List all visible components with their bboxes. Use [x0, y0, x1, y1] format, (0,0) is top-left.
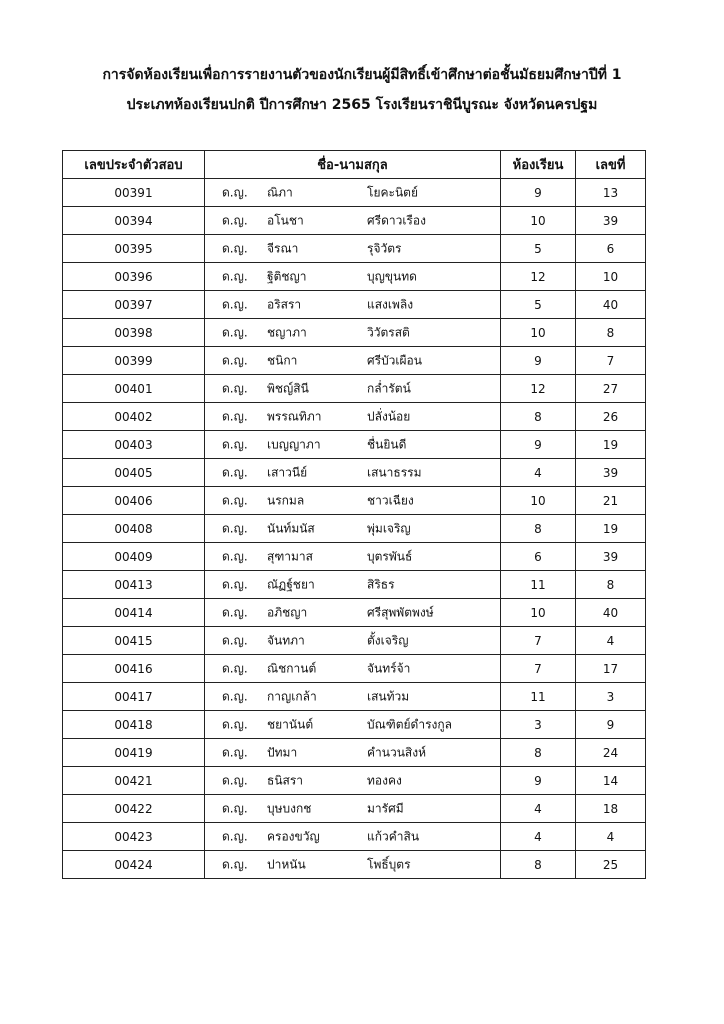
last-name: มารัศมี — [367, 801, 404, 815]
column-header-exam-id: เลขประจำตัวสอบ — [63, 151, 205, 179]
name-prefix: ด.ญ. — [222, 801, 248, 815]
name-prefix: ด.ญ. — [222, 717, 248, 731]
last-name: จันทร์จ้า — [367, 661, 411, 675]
table-row — [63, 795, 646, 823]
table-row — [63, 851, 646, 879]
last-name: ปลั่งน้อย — [367, 409, 411, 423]
last-name: บุตรพันธ์ — [367, 549, 413, 563]
exam-id-cell: 00403 — [63, 431, 205, 459]
number-cell: 40 — [576, 291, 646, 319]
room-cell: 10 — [501, 599, 576, 627]
name-prefix: ด.ญ. — [222, 745, 248, 759]
room-cell: 12 — [501, 375, 576, 403]
document-subtitle: ประเภทห้องเรียนปกติ ปีการศึกษา 2565 โรงเรียนราชินีบูรณะ จังหวัดนครปฐม — [126, 97, 598, 113]
name-cell — [205, 683, 501, 711]
name-prefix: ด.ญ. — [222, 325, 248, 339]
first-name: จันทภา — [267, 633, 305, 647]
name-cell — [205, 823, 501, 851]
number-cell: 39 — [576, 459, 646, 487]
table-row — [63, 599, 646, 627]
last-name: รุจิวัตร — [367, 241, 402, 255]
number-cell: 25 — [576, 851, 646, 879]
number-cell: 39 — [576, 207, 646, 235]
exam-id-cell: 00398 — [63, 319, 205, 347]
name-cell — [205, 487, 501, 515]
name-cell — [205, 599, 501, 627]
first-name: ชญาภา — [267, 325, 307, 339]
number-cell: 19 — [576, 431, 646, 459]
table-row — [63, 683, 646, 711]
exam-id-cell: 00399 — [63, 347, 205, 375]
room-cell: 11 — [501, 683, 576, 711]
name-prefix: ด.ญ. — [222, 521, 248, 535]
name-cell — [205, 795, 501, 823]
name-prefix: ด.ญ. — [222, 633, 248, 647]
name-prefix: ด.ญ. — [222, 437, 248, 451]
last-name: กล่ำรัตน์ — [367, 381, 411, 395]
first-name: ปาหนัน — [267, 857, 306, 871]
first-name: นรกมล — [267, 493, 305, 507]
room-cell: 11 — [501, 571, 576, 599]
name-prefix: ด.ญ. — [222, 269, 248, 283]
number-cell: 13 — [576, 179, 646, 207]
name-prefix: ด.ญ. — [222, 297, 248, 311]
last-name: พุ่มเจริญ — [367, 521, 411, 535]
name-prefix: ด.ญ. — [222, 493, 248, 507]
name-cell — [205, 711, 501, 739]
table-row — [63, 627, 646, 655]
exam-id-cell: 00397 — [63, 291, 205, 319]
last-name: วิวัตรสติ — [367, 325, 410, 339]
name-prefix: ด.ญ. — [222, 577, 248, 591]
last-name: ทองคง — [367, 773, 402, 787]
table-row — [63, 487, 646, 515]
name-cell — [205, 235, 501, 263]
number-cell: 6 — [576, 235, 646, 263]
name-prefix: ด.ญ. — [222, 689, 248, 703]
first-name: พิชญ์สินี — [267, 381, 309, 395]
document-title: การจัดห้องเรียนเพื่อการรายงานตัวของนักเรียนผู้มีสิทธิ์เข้าศึกษาต่อชั้นมัธยมศึกษาปีที่ 1 — [102, 67, 622, 83]
room-cell: 3 — [501, 711, 576, 739]
exam-id-cell: 00421 — [63, 767, 205, 795]
name-cell — [205, 431, 501, 459]
first-name: อโนชา — [267, 213, 304, 227]
name-prefix: ด.ญ. — [222, 381, 248, 395]
last-name: ศรีบัวเผือน — [367, 353, 422, 367]
table-row — [63, 711, 646, 739]
name-cell — [205, 263, 501, 291]
exam-id-cell: 00413 — [63, 571, 205, 599]
exam-id-cell: 00417 — [63, 683, 205, 711]
number-cell: 40 — [576, 599, 646, 627]
last-name: สิริธร — [367, 577, 395, 591]
table-row — [63, 263, 646, 291]
room-cell: 8 — [501, 851, 576, 879]
number-cell: 4 — [576, 823, 646, 851]
room-cell: 9 — [501, 179, 576, 207]
first-name: เบญญาภา — [267, 437, 321, 451]
last-name: เสนท้วม — [367, 689, 410, 703]
exam-id-cell: 00422 — [63, 795, 205, 823]
table-row — [63, 319, 646, 347]
exam-id-cell: 00396 — [63, 263, 205, 291]
first-name: ชนิกา — [267, 353, 298, 367]
exam-id-cell: 00405 — [63, 459, 205, 487]
exam-id-cell: 00394 — [63, 207, 205, 235]
last-name: แก้วคำสิน — [367, 829, 420, 843]
table-row — [63, 739, 646, 767]
name-cell — [205, 543, 501, 571]
last-name: โพธิ์บุตร — [367, 857, 411, 871]
name-prefix: ด.ญ. — [222, 213, 248, 227]
number-cell: 39 — [576, 543, 646, 571]
exam-id-cell: 00391 — [63, 179, 205, 207]
room-cell: 8 — [501, 739, 576, 767]
last-name: แสงเพลิง — [367, 297, 414, 311]
number-cell: 8 — [576, 319, 646, 347]
last-name: บุญขุนทด — [367, 269, 417, 283]
last-name: โยคะนิตย์ — [367, 185, 418, 199]
exam-id-cell: 00408 — [63, 515, 205, 543]
name-prefix: ด.ญ. — [222, 409, 248, 423]
last-name: ตั้งเจริญ — [367, 633, 409, 647]
first-name: สุฑามาส — [267, 549, 313, 563]
first-name: ณิชกานต์ — [267, 661, 317, 675]
exam-id-cell: 00401 — [63, 375, 205, 403]
room-cell: 10 — [501, 319, 576, 347]
first-name: ครองขวัญ — [267, 829, 320, 843]
number-cell: 7 — [576, 347, 646, 375]
table-header-row — [63, 151, 646, 179]
last-name: เสนาธรรม — [367, 465, 422, 479]
student-roster-table — [62, 150, 646, 879]
table-row — [63, 431, 646, 459]
table-row — [63, 823, 646, 851]
name-prefix: ด.ญ. — [222, 241, 248, 255]
name-prefix: ด.ญ. — [222, 773, 248, 787]
name-cell — [205, 319, 501, 347]
room-cell: 5 — [501, 291, 576, 319]
exam-id-cell: 00415 — [63, 627, 205, 655]
table-row — [63, 291, 646, 319]
exam-id-cell: 00402 — [63, 403, 205, 431]
number-cell: 3 — [576, 683, 646, 711]
name-cell — [205, 207, 501, 235]
room-cell: 4 — [501, 459, 576, 487]
name-cell — [205, 655, 501, 683]
room-cell: 8 — [501, 403, 576, 431]
name-cell — [205, 291, 501, 319]
name-cell — [205, 459, 501, 487]
table-row — [63, 655, 646, 683]
number-cell: 10 — [576, 263, 646, 291]
room-cell: 7 — [501, 655, 576, 683]
table-row — [63, 767, 646, 795]
name-prefix: ด.ญ. — [222, 185, 248, 199]
first-name: พรรณทิภา — [267, 409, 322, 423]
exam-id-cell: 00414 — [63, 599, 205, 627]
first-name: ณัฏฐ์ชยา — [267, 577, 315, 591]
room-cell: 9 — [501, 431, 576, 459]
first-name: บุษบงกช — [267, 801, 312, 815]
number-cell: 9 — [576, 711, 646, 739]
number-cell: 24 — [576, 739, 646, 767]
name-cell — [205, 403, 501, 431]
room-cell: 7 — [501, 627, 576, 655]
last-name: บัณฑิตย์ดำรงกูล — [367, 717, 452, 731]
table-row — [63, 543, 646, 571]
name-prefix: ด.ญ. — [222, 605, 248, 619]
first-name: ฐิติชญา — [267, 269, 307, 283]
room-cell: 4 — [501, 823, 576, 851]
name-cell — [205, 347, 501, 375]
name-prefix: ด.ญ. — [222, 549, 248, 563]
first-name: กาญเกล้า — [267, 689, 317, 703]
last-name: ชื่นยินดี — [367, 437, 407, 451]
room-cell: 4 — [501, 795, 576, 823]
last-name: ชาวเฉียง — [367, 493, 414, 507]
name-cell — [205, 767, 501, 795]
room-cell: 8 — [501, 515, 576, 543]
number-cell: 4 — [576, 627, 646, 655]
first-name: ณิภา — [267, 185, 293, 199]
table-row — [63, 207, 646, 235]
number-cell: 14 — [576, 767, 646, 795]
first-name: อภิชญา — [267, 605, 308, 619]
last-name: คำนวนสิงห์ — [367, 745, 427, 759]
table-row — [63, 459, 646, 487]
table-body — [63, 179, 646, 879]
first-name: ปัทมา — [267, 745, 298, 759]
name-cell — [205, 571, 501, 599]
room-cell: 9 — [501, 767, 576, 795]
room-cell: 6 — [501, 543, 576, 571]
first-name: ธนิสรา — [267, 773, 304, 787]
number-cell: 17 — [576, 655, 646, 683]
last-name: ศรีสุพพัตพงษ์ — [367, 605, 434, 619]
room-cell: 12 — [501, 263, 576, 291]
column-header-number: เลขที่ — [576, 151, 646, 179]
name-prefix: ด.ญ. — [222, 857, 248, 871]
number-cell: 19 — [576, 515, 646, 543]
exam-id-cell: 00418 — [63, 711, 205, 739]
room-cell: 9 — [501, 347, 576, 375]
exam-id-cell: 00424 — [63, 851, 205, 879]
number-cell: 8 — [576, 571, 646, 599]
exam-id-cell: 00395 — [63, 235, 205, 263]
exam-id-cell: 00419 — [63, 739, 205, 767]
number-cell: 27 — [576, 375, 646, 403]
table-row — [63, 347, 646, 375]
name-cell — [205, 851, 501, 879]
name-prefix: ด.ญ. — [222, 829, 248, 843]
room-cell: 5 — [501, 235, 576, 263]
name-prefix: ด.ญ. — [222, 353, 248, 367]
first-name: จีรณา — [267, 241, 299, 255]
table-row — [63, 375, 646, 403]
exam-id-cell: 00423 — [63, 823, 205, 851]
name-cell — [205, 179, 501, 207]
exam-id-cell: 00406 — [63, 487, 205, 515]
last-name: ศรีดาวเรือง — [367, 213, 426, 227]
first-name: ชยานันต์ — [267, 717, 314, 731]
table-row — [63, 235, 646, 263]
table-row — [63, 179, 646, 207]
table-row — [63, 571, 646, 599]
name-cell — [205, 627, 501, 655]
number-cell: 21 — [576, 487, 646, 515]
number-cell: 18 — [576, 795, 646, 823]
first-name: นันท์มนัส — [267, 521, 315, 535]
exam-id-cell: 00416 — [63, 655, 205, 683]
number-cell: 26 — [576, 403, 646, 431]
name-cell — [205, 515, 501, 543]
first-name: เสาวนีย์ — [267, 465, 308, 479]
name-cell — [205, 375, 501, 403]
name-prefix: ด.ญ. — [222, 661, 248, 675]
column-header-name: ชื่อ-นามสกุล — [205, 151, 501, 179]
table-row — [63, 403, 646, 431]
exam-id-cell: 00409 — [63, 543, 205, 571]
first-name: อริสรา — [267, 297, 302, 311]
room-cell: 10 — [501, 487, 576, 515]
name-cell — [205, 739, 501, 767]
name-prefix: ด.ญ. — [222, 465, 248, 479]
table-row — [63, 515, 646, 543]
column-header-room: ห้องเรียน — [501, 151, 576, 179]
room-cell: 10 — [501, 207, 576, 235]
